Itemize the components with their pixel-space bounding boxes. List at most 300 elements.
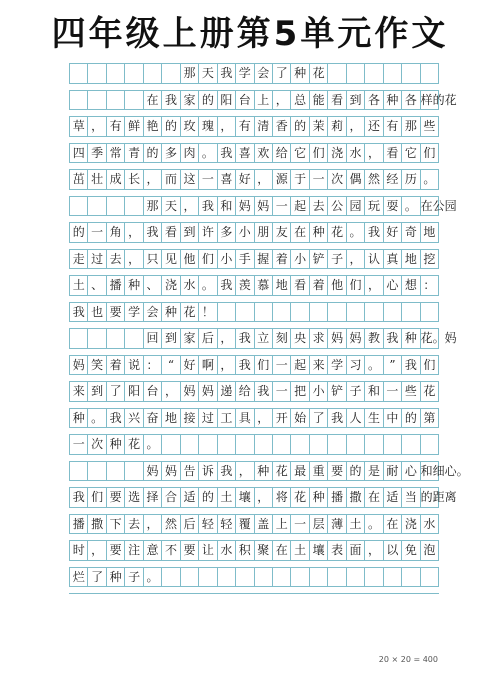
grid-cell: [421, 303, 439, 322]
grid-cell: ”: [384, 356, 402, 375]
grid-cell: 花: [328, 223, 346, 242]
grid-cell: ，: [365, 276, 383, 295]
grid-cell: ：: [144, 356, 162, 375]
grid-cell: 花: [291, 488, 309, 507]
grid-cell: [162, 64, 180, 83]
grid-cell: 。: [365, 356, 383, 375]
grid-cell: 只: [144, 250, 162, 269]
grid-cell: [402, 568, 420, 587]
grid-cell: 第: [421, 409, 439, 428]
grid-cell: [365, 64, 383, 83]
grid-cell: 要: [107, 303, 125, 322]
grid-cell: 会: [144, 303, 162, 322]
line-gap: [69, 455, 439, 462]
line-gap: [69, 508, 439, 515]
grid-cell: ，: [236, 462, 254, 481]
grid-cell: 妈: [347, 329, 365, 348]
line-gap: [69, 322, 439, 329]
line-gap: [69, 375, 439, 382]
grid-cell: 央: [291, 329, 309, 348]
grid-cell: 选: [125, 488, 143, 507]
grid-cell: [70, 91, 88, 110]
grid-cell: 盖: [255, 515, 273, 534]
grid-cell: 公: [328, 197, 346, 216]
grid-cell: 的: [291, 117, 309, 136]
grid-cell: 我: [218, 144, 236, 163]
grid-cell: 我: [218, 276, 236, 295]
grid-cell: 壮: [88, 170, 106, 189]
grid-cell: [402, 64, 420, 83]
essay-line: [69, 303, 439, 323]
essay-line: [69, 144, 439, 164]
grid-cell: ，: [125, 250, 143, 269]
grid-cell: [107, 197, 125, 216]
line-gap: [69, 296, 439, 303]
grid-cell: 种: [107, 435, 125, 454]
grid-cell: “: [162, 356, 180, 375]
grid-cell: 友: [273, 223, 291, 242]
grid-cell: 去: [310, 197, 328, 216]
grid-cell: [70, 329, 88, 348]
grid-cell: 播: [70, 515, 88, 534]
grid-cell: 妈: [199, 382, 217, 401]
grid-cell: [162, 435, 180, 454]
grid-cell: 土: [218, 488, 236, 507]
grid-cell: 奋: [144, 409, 162, 428]
grid-cell: 兴: [125, 409, 143, 428]
grid-cell: 耍: [384, 197, 402, 216]
grid-cell: 我: [162, 91, 180, 110]
grid-cell: 小: [310, 382, 328, 401]
grid-cell: 这: [181, 170, 199, 189]
essay-line: [69, 568, 439, 588]
grid-cell: 我: [402, 356, 420, 375]
grid-cell: 把: [291, 382, 309, 401]
grid-cell: 在: [291, 223, 309, 242]
grid-cell: [125, 197, 143, 216]
grid-cell: 学: [236, 64, 254, 83]
grid-cell: 在: [144, 91, 162, 110]
grid-cell: 、: [144, 276, 162, 295]
grid-cell: 土: [347, 515, 365, 534]
grid-cell: 家: [181, 91, 199, 110]
essay-line: [69, 170, 439, 190]
grid-cell: 样的花: [421, 91, 440, 110]
grid-cell: [328, 568, 346, 587]
grid-cell: 。: [402, 197, 420, 216]
grid-cell: 水: [421, 515, 439, 534]
grid-cell: 重: [310, 462, 328, 481]
grid-cell: 了: [88, 568, 106, 587]
grid-cell: [218, 568, 236, 587]
grid-cell: 。: [144, 568, 162, 587]
grid-cell: 看: [328, 91, 346, 110]
grid-cell: [236, 435, 254, 454]
grid-cell: ！: [199, 303, 217, 322]
grid-cell: 许: [199, 223, 217, 242]
grid-cell: [255, 435, 273, 454]
grid-cell: 它: [291, 144, 309, 163]
grid-cell: 他: [181, 250, 199, 269]
grid-cell: ，: [273, 91, 291, 110]
grid-cell: ，: [255, 488, 273, 507]
grid-cell: 要: [107, 541, 125, 560]
grid-cell: 着: [107, 356, 125, 375]
grid-cell: 多: [218, 223, 236, 242]
grid-cell: [273, 435, 291, 454]
grid-cell: 层: [310, 515, 328, 534]
grid-cell: 瑰: [199, 117, 217, 136]
grid-cell: 要: [107, 488, 125, 507]
grid-cell: 种: [310, 488, 328, 507]
grid-cell: [236, 303, 254, 322]
grid-cell: 种: [70, 409, 88, 428]
grid-cell: 多: [162, 144, 180, 163]
grid-cell: [310, 435, 328, 454]
grid-cell: 着: [273, 250, 291, 269]
line-gap: [69, 269, 439, 276]
grid-cell: 壤: [310, 541, 328, 560]
grid-cell: 到: [162, 329, 180, 348]
grid-cell: 和: [365, 382, 383, 401]
grid-cell: 说: [125, 356, 143, 375]
grid-cell: [125, 462, 143, 481]
essay-line: [69, 250, 439, 270]
grid-cell: 心: [384, 276, 402, 295]
grid-cell: 和细心。: [421, 462, 440, 481]
grid-cell: 给: [236, 382, 254, 401]
grid-cell: 四: [70, 144, 88, 163]
grid-cell: 常: [107, 144, 125, 163]
grid-cell: [347, 64, 365, 83]
essay-grid-paper: [69, 63, 469, 594]
grid-cell: 面: [347, 541, 365, 560]
grid-cell: 那: [144, 197, 162, 216]
grid-cell: 我: [236, 356, 254, 375]
grid-cell: 一: [70, 435, 88, 454]
grid-cell: [181, 435, 199, 454]
grid-cell: 们: [310, 144, 328, 163]
grid-cell: 要: [181, 541, 199, 560]
grid-cell: 我: [255, 382, 273, 401]
grid-cell: 有: [236, 117, 254, 136]
grid-cell: [347, 303, 365, 322]
grid-cell: 适: [384, 488, 402, 507]
grid-cell: 下: [107, 515, 125, 534]
grid-cell: [70, 64, 88, 83]
grid-cell: ，: [218, 329, 236, 348]
line-gap: [69, 402, 439, 409]
line-gap: [69, 84, 439, 91]
grid-cell: 一: [199, 170, 217, 189]
grid-cell: 花: [125, 435, 143, 454]
grid-cell: 玩: [365, 197, 383, 216]
grid-cell: 也: [88, 303, 106, 322]
grid-cell: 阳: [125, 382, 143, 401]
grid-cell: 而: [162, 170, 180, 189]
grid-cell: ，: [144, 515, 162, 534]
essay-line: [69, 223, 439, 243]
grid-cell: 接: [181, 409, 199, 428]
grid-cell: 好: [181, 356, 199, 375]
grid-cell: 的距离: [421, 488, 440, 507]
line-gap: [69, 587, 439, 594]
grid-cell: [125, 64, 143, 83]
grid-cell: 走: [70, 250, 88, 269]
grid-cell: 些: [421, 117, 439, 136]
grid-cell: 到: [88, 382, 106, 401]
grid-cell: 们: [421, 144, 439, 163]
grid-cell: 去: [107, 250, 125, 269]
grid-cell: 历: [402, 170, 420, 189]
grid-cell: 学: [125, 303, 143, 322]
grid-cell: ，: [347, 250, 365, 269]
grid-cell: 的: [70, 223, 88, 242]
grid-cell: ，: [255, 409, 273, 428]
grid-cell: ，: [218, 117, 236, 136]
grid-cell: 轻: [199, 515, 217, 534]
grid-cell: 天: [199, 64, 217, 83]
grid-cell: [88, 329, 106, 348]
grid-cell: 浇: [328, 144, 346, 163]
grid-cell: 鲜: [125, 117, 143, 136]
grid-cell: 的: [402, 409, 420, 428]
grid-cell: 。: [347, 223, 365, 242]
grid-cell: [384, 568, 402, 587]
essay-line: [69, 462, 469, 482]
grid-cell: 还: [365, 117, 383, 136]
grid-cell: ，: [181, 197, 199, 216]
grid-cell: [365, 303, 383, 322]
grid-cell: [421, 64, 439, 83]
grid-cell: [107, 64, 125, 83]
grid-cell: [88, 64, 106, 83]
grid-cell: 具: [236, 409, 254, 428]
grid-cell: 它: [402, 144, 420, 163]
grid-cell: 见: [162, 250, 180, 269]
grid-cell: 成: [107, 170, 125, 189]
grid-cell: ，: [88, 117, 106, 136]
grid-cell: 的: [144, 144, 162, 163]
grid-cell: 起: [291, 356, 309, 375]
grid-cell: 喜: [236, 144, 254, 163]
grid-cell: [88, 462, 106, 481]
grid-cell: 耐: [384, 462, 402, 481]
grid-cell: [328, 435, 346, 454]
grid-cell: 朋: [255, 223, 273, 242]
grid-cell: 他: [328, 276, 346, 295]
grid-cell: 水: [181, 276, 199, 295]
grid-cell: 地: [402, 250, 420, 269]
essay-line: [69, 276, 439, 296]
grid-cell: 浇: [162, 276, 180, 295]
grid-cell: 。: [199, 276, 217, 295]
grid-cell: [291, 568, 309, 587]
grid-cell: 花: [421, 382, 439, 401]
grid-cell: 妈: [236, 197, 254, 216]
grid-cell: 工: [218, 409, 236, 428]
grid-cell: 薄: [328, 515, 346, 534]
grid-cell: 习: [347, 356, 365, 375]
grid-cell: 季: [88, 144, 106, 163]
essay-line: [69, 541, 439, 561]
grid-cell: 奇: [402, 223, 420, 242]
grid-cell: 们: [421, 356, 439, 375]
grid-cell: 在: [365, 488, 383, 507]
grid-cell: 香: [273, 117, 291, 136]
grid-cell: 次: [88, 435, 106, 454]
grid-cell: [144, 64, 162, 83]
essay-line: [69, 356, 439, 376]
grid-cell: 源: [273, 170, 291, 189]
grid-cell: 茉: [310, 117, 328, 136]
grid-cell: [162, 568, 180, 587]
grid-cell: 妈: [144, 462, 162, 481]
grid-cell: 妈: [162, 462, 180, 481]
grid-cell: 经: [384, 170, 402, 189]
essay-line: [69, 409, 439, 429]
grid-cell: ，: [347, 117, 365, 136]
line-gap: [69, 534, 439, 541]
grid-cell: 聚: [255, 541, 273, 560]
grid-cell: [384, 435, 402, 454]
grid-cell: [365, 435, 383, 454]
grid-cell: 认: [365, 250, 383, 269]
grid-cell: 羡: [236, 276, 254, 295]
grid-cell: 回: [144, 329, 162, 348]
grid-cell: [402, 303, 420, 322]
line-gap: [69, 137, 439, 144]
grid-cell: 小: [291, 250, 309, 269]
grid-cell: 浇: [402, 515, 420, 534]
grid-cell: [70, 462, 88, 481]
grid-cell: 人: [347, 409, 365, 428]
grid-cell: 阳: [218, 91, 236, 110]
grid-cell: 的: [199, 91, 217, 110]
grid-cell: 我: [365, 223, 383, 242]
grid-cell: 上: [273, 515, 291, 534]
grid-cell: 那: [181, 64, 199, 83]
grid-cell: 。: [144, 435, 162, 454]
grid-cell: 了: [310, 409, 328, 428]
grid-cell: 那: [402, 117, 420, 136]
grid-cell: [402, 435, 420, 454]
grid-cell: [88, 197, 106, 216]
grid-cell: [273, 303, 291, 322]
grid-cell: [218, 303, 236, 322]
line-gap: [69, 243, 439, 250]
grid-cell: 台: [144, 382, 162, 401]
grid-cell: 青: [125, 144, 143, 163]
grid-cell: 各: [402, 91, 420, 110]
grid-cell: 最: [291, 462, 309, 481]
grid-cell: 各: [365, 91, 383, 110]
grid-cell: 一: [384, 382, 402, 401]
grid-cell: [310, 568, 328, 587]
grid-cell: 心: [402, 462, 420, 481]
grid-cell: 让: [199, 541, 217, 560]
grid-cell: 后: [199, 329, 217, 348]
grid-cell: 和: [218, 197, 236, 216]
grid-cell: 水: [218, 541, 236, 560]
grid-cell: 铲: [328, 382, 346, 401]
grid-cell: 求: [310, 329, 328, 348]
essay-line: [69, 117, 439, 137]
grid-cell: ，: [255, 170, 273, 189]
grid-cell: 们: [347, 276, 365, 295]
grid-cell: 地: [162, 409, 180, 428]
grid-cell: 们: [88, 488, 106, 507]
grid-cell: 看: [291, 276, 309, 295]
grid-cell: 土: [70, 276, 88, 295]
grid-cell: 一: [88, 223, 106, 242]
grid-cell: 要: [328, 462, 346, 481]
grid-cell: 种: [107, 568, 125, 587]
grid-cell: 到: [347, 91, 365, 110]
grid-cell: 学: [328, 356, 346, 375]
grid-cell: 。: [88, 409, 106, 428]
grid-cell: 我: [328, 409, 346, 428]
grid-cell: [88, 91, 106, 110]
grid-cell: 不: [162, 541, 180, 560]
grid-cell: 一: [273, 197, 291, 216]
grid-cell: 艳: [144, 117, 162, 136]
grid-cell: 来: [70, 382, 88, 401]
grid-cell: 免: [402, 541, 420, 560]
grid-cell: 笑: [88, 356, 106, 375]
grid-cell: 肉: [181, 144, 199, 163]
grid-cell: 递: [218, 382, 236, 401]
grid-cell: 莉: [328, 117, 346, 136]
grid-cell: 中: [384, 409, 402, 428]
grid-cell: 园: [347, 197, 365, 216]
grid-cell: 我: [199, 197, 217, 216]
grid-cell: 我: [236, 329, 254, 348]
grid-cell: [236, 568, 254, 587]
grid-cell: 会: [255, 64, 273, 83]
grid-cell: 积: [236, 541, 254, 560]
grid-cell: 撒: [88, 515, 106, 534]
grid-cell: 在公园: [421, 197, 440, 216]
grid-cell: 我: [107, 409, 125, 428]
grid-cell: 些: [402, 382, 420, 401]
grid-cell: 家: [181, 329, 199, 348]
grid-cell: 真: [384, 250, 402, 269]
grid-cell: 在: [384, 515, 402, 534]
grid-cell: 小: [236, 223, 254, 242]
line-gap: [69, 110, 439, 117]
grid-cell: 种: [384, 91, 402, 110]
page-title: 四年级上册第5单元作文: [51, 14, 449, 54]
grid-cell: 壤: [236, 488, 254, 507]
grid-cell: 给: [273, 144, 291, 163]
grid-cell: 能: [310, 91, 328, 110]
grid-cell: 的: [162, 117, 180, 136]
grid-cell: 种: [310, 223, 328, 242]
grid-cell: 一: [310, 170, 328, 189]
grid-cell: 子: [347, 382, 365, 401]
grid-cell: ，: [125, 223, 143, 242]
grid-cell: 长: [125, 170, 143, 189]
grid-cell: 来: [310, 356, 328, 375]
grid-cell: [291, 303, 309, 322]
grid-cell: 时: [70, 541, 88, 560]
grid-cell: 一: [273, 382, 291, 401]
grid-cell: 刻: [273, 329, 291, 348]
grid-cell: 。: [421, 170, 439, 189]
grid-cell: 有: [384, 117, 402, 136]
grid-cell: 告: [181, 462, 199, 481]
